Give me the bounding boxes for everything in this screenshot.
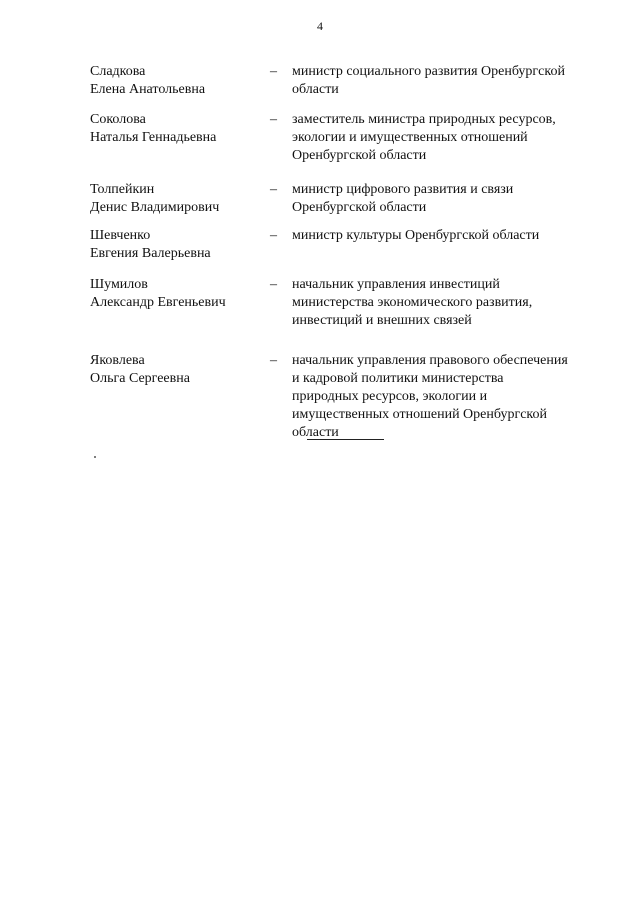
member-name xyxy=(90,181,270,217)
member-row xyxy=(90,276,600,330)
member-surname: Соколова xyxy=(90,112,146,127)
member-position xyxy=(292,181,592,217)
member-surname: Яковлева xyxy=(90,353,145,368)
position-line: имущественных отношений Оренбургской xyxy=(292,407,548,422)
position-line: министр культуры Оренбургской области xyxy=(292,228,540,243)
member-given-names: Денис Владимирович xyxy=(90,200,220,215)
position-line: министерства экономического развития, xyxy=(292,295,533,310)
member-given-names: Ольга Сергеевна xyxy=(90,371,190,386)
position-line: министр социального развития Оренбургской xyxy=(292,64,565,79)
position-line: Оренбургской области xyxy=(292,148,427,163)
position-line: и кадровой политики министерства xyxy=(292,371,504,386)
member-position xyxy=(292,352,592,442)
member-row xyxy=(90,227,600,263)
member-name xyxy=(90,276,270,312)
member-list xyxy=(90,63,600,442)
position-line: области xyxy=(292,425,339,440)
member-dash: – xyxy=(270,277,277,292)
member-name xyxy=(90,352,270,388)
member-dash: – xyxy=(270,112,277,127)
member-position xyxy=(292,111,592,165)
position-line: заместитель министра природных ресурсов, xyxy=(292,112,556,127)
member-dash: – xyxy=(270,182,277,197)
position-line: начальник управления инвестиций xyxy=(292,277,500,292)
position-line: начальник управления правового обеспечения xyxy=(292,353,568,368)
member-position xyxy=(292,63,592,99)
member-row xyxy=(90,111,600,165)
page-number: 4 xyxy=(317,19,323,33)
position-line: инвестиций и внешних связей xyxy=(292,313,472,328)
position-line: области xyxy=(292,82,339,97)
member-row xyxy=(90,352,600,442)
member-position xyxy=(292,227,592,245)
member-given-names: Наталья Геннадьевна xyxy=(90,130,217,145)
stray-mark xyxy=(94,456,96,458)
member-surname: Шумилов xyxy=(90,277,148,292)
member-position xyxy=(292,276,592,330)
position-line: природных ресурсов, экологии и xyxy=(292,389,488,404)
position-line: министр цифрового развития и связи xyxy=(292,182,514,197)
member-row xyxy=(90,181,600,217)
member-name xyxy=(90,63,270,99)
member-row xyxy=(90,63,600,99)
member-surname: Шевченко xyxy=(90,228,151,243)
end-of-list-rule xyxy=(307,439,384,440)
position-line: экологии и имущественных отношений xyxy=(292,130,528,145)
member-dash: – xyxy=(270,64,277,79)
member-dash: – xyxy=(270,228,277,243)
member-name xyxy=(90,111,270,147)
member-surname: Толпейкин xyxy=(90,182,155,197)
position-line: Оренбургской области xyxy=(292,200,427,215)
member-surname: Сладкова xyxy=(90,64,146,79)
member-given-names: Елена Анатольевна xyxy=(90,82,206,97)
member-given-names: Александр Евгеньевич xyxy=(90,295,226,310)
member-name xyxy=(90,227,270,263)
member-dash: – xyxy=(270,353,277,368)
member-given-names: Евгения Валерьевна xyxy=(90,246,211,261)
